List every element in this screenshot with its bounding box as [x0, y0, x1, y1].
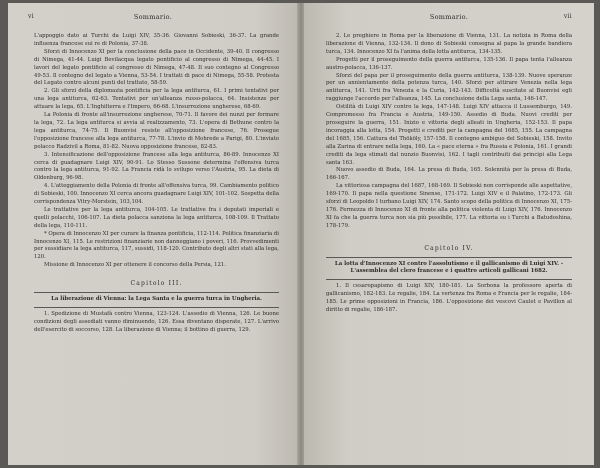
chapter-rule	[34, 307, 279, 308]
right-page	[304, 3, 594, 465]
left-paragraph: La Polonia di fronte all'insurrezione ungherese, 70-71. Il favore dei nunzi per formare la lega, 72. La lega antiturca si avvia al realizzamento, 73. L'opera di Bethune contro la lega antiturca, 74-75. Il Buonvisi resiste all'opposizione francese, 76. Prosegue l'opposizione francese alla lega antiturca, 77-78. L'invio di Mohrede a Parigi, 80. L'inviato polacco Radzivil a Roma, 81-82. Nuova opposizione francese, 82-83.	[34, 112, 279, 150]
left-chapter-title: La liberazione di Vienna: la Lega Santa e la guerra turca in Ungheria.	[51, 296, 262, 303]
chapter-rule	[326, 279, 572, 280]
right-page-number: vii	[563, 13, 572, 20]
left-paragraph: Sforzi di Innocenzo XI per la conclusione della pace in Occidente, 39-40. Il congresso di Nimega, 41-44. Luigi Bevilacqua legato pontificio al congresso di Nimega, 44-45. I lavori del legato pontificio al congresso di Nimega, 47-48. Il suo contegno al Congresso 49-53. Il contegno del legato a Vienna, 53-54. I trattati di pace di Nimega, 55-58. Protesta del Legato contro alcuni punti del trattato, 58-59.	[34, 48, 279, 87]
left-page-number: vi	[28, 13, 34, 20]
left-page	[8, 3, 298, 465]
right-chapter-label: Capitolo IV.	[424, 244, 474, 252]
left-paragraph: L'appoggio dato ai Turchi da Luigi XIV, 35-36. Giovanni Sobieski, 36-37. La grande influenza francese sui re di Polonia, 37-38.	[34, 33, 279, 47]
left-paragraph: 3. Intensificazione dell'opposizione francese alla lega antiturca, 86-89. Innocenzo XI cerca di guadagnare Luigi XIV, 90-91. Lo Stesso Sussone determina l'offensiva turca contro la lega antiturca, 91-92. La Francia ridà lo svilupo verso l'Austria, 95. La dieta di Oldenburg, 96-98.	[34, 151, 279, 182]
right-running-title: Sommario.	[429, 13, 469, 21]
left-chapter-label: Capitolo III.	[130, 280, 183, 288]
right-paragraph: Ostilità di Luigi XIV contro la lega, 147-148. Luigi XIV attacca il Lussemburgo, 149. Compromesso fra Francia e Austria, 149-150. Assedio di Buda. Nuovi crediti per proseguire la guerra, 151. Inizio e vittoria degli alleati in Ungheria, 152-153. Il papa incoraggia alla lotta, 154. Progetti e crediti per la campagna del 1685, 155. La campagna del 1685, 156. Cattura del Thököly, 157-158. Il contegno ambiguo del Sobieski, 158. Invito alla Zarina di entrare nella lega, 160. La « pace eterna » fra Russia e Polonia, 161. I grandi crediti da lega stimati dal nunzio Buonvisi, 162. I tagli contribuiti dai principi alla Lega santa 163.	[326, 104, 572, 166]
right-paragraph: Sforzi del papa per il proseguimento della guerra antiturca, 138-139. Nuove speranze per un annientamento della potenza turca, 140. Sforzi per attirare Venezia nella lega antiturca, 141. Urti fra Venezia e la Curia, 142-143. Difficoltà suscitate al Buonvisi egli raggiunge l'accordo per l'alleanza, 145. La conclusione della Lega santa, 146-147.	[326, 72, 572, 103]
left-paragraph: 2. Gli sforzi della diplomazia pontificia per la lega antiturca, 61. I primi tentativi per una lega antiturca, 62-63. Tentativi per un'alleanza russo-polacca, 64. Insistenze per attuare la lega, 65. L'Inghilterra e l'Impero, 66-68. L'insurrezione ungherese, 68-69.	[34, 88, 279, 111]
chapter-rule	[326, 257, 572, 258]
left-running-title: Sommario.	[133, 13, 173, 21]
left-paragraph: Missione di Innocenzo XI per ottenere il concorso della Persia, 121.	[44, 262, 226, 269]
left-page-body	[34, 33, 279, 335]
right-paragraph: Nuovo assedio di Buda, 164. La presa di Buda, 165. Solennità per la presa di Buda, 166-167.	[326, 167, 572, 182]
book-spread	[8, 3, 594, 465]
right-chapter-paragraph: 1. Il cesaropapismo di Luigi XIV, 180-181. La Sorbona la professore aperta di gallicanismo, 182-183. Le regalie, 184. La vertenza fra Roma e Francia per le regalie, 184-185. Le prime opposizioni in Francia, 186. L'opposizione dei vescovi Caulet e Pavillon al diritto di regalie, 186-187.	[326, 283, 572, 314]
left-paragraph: Le trattative per la lega antiturca, 104-105. Le trattative fra i deputati imperiali e quelli polacchi, 106-107. La dieta polacca sanziona la lega antiturca, 108-109. Il Trattato della lega, 110-111.	[34, 206, 279, 229]
left-paragraph: 4. L'atteggiamento della Polonia di fronte all'offensiva turca, 99. Cambiamento politico di Sobieski, 100. Innocenzo XI cerca ancora guadagnare Luigi XIV, 101-102. Sospetta della corrispondenza Vitry-Morstein, 103,104.	[34, 183, 279, 206]
right-page-body	[326, 33, 572, 315]
left-paragraph: * Opera di Innocenzo XI per curare la finanza pontificia, 112-114. Politica finanziaria di Innocenzo XI, 115. Le restrizioni finanziarie non danneggiano i poveri, 116. Provvedimenti per sussidiare la lega antiturca, 117, sussidi, 118-120. Contributo degli altri stati alla lega, 120.	[34, 230, 279, 261]
left-chapter-paragraph: 1. Spedizione di Mustafà contro Vienna, 123-124. L'assedio di Vienna, 126. Le buone condizioni degli assediati vanno diminuendo, 126. Essa diventano disperate, 127. L'arrivo dell'esercito di soccorso, 128. La liberazione di Vienna; il bottino di guerra, 129.	[34, 311, 279, 333]
right-chapter-title: La lotta d'Innocenzo XI contro l'assolutismo e il gallicanismo di Luigi XIV. - L'assemblea del clero francese e i quattro articoli gallicani 1682.	[334, 260, 564, 275]
right-paragraph: La vittoriosa campagna del 1687, 168-169. Il Sobieski non corrisponde alle aspettative, 169-170. Il papa nella questione Sinense, 171-172. Luigi XIV e il Palatino, 172-173. Gli sforzi di Leopoldo I turbano Luigi XIV, 174. Santo scopo della politica di Innocenzo XI, 175-176. Fermezza di Innocenzo XI di fronte alla politica violenta di Luigi XIV, 176. Innocenzo XI fa che la guerra turca non sia più possibile, 177. La vittoria su i Turchi a Batudoshina, 178-179.	[326, 183, 572, 229]
left-running-head	[8, 13, 298, 23]
right-paragraph: 2. Le preghiere in Roma per la liberazione di Vienna, 131. La notizia in Roma della liberazione di Vienna, 132-134. Il dono di Sobieski consegna al papa la grande bandiera turca, 134. Innocenzo XI fa l'anima della lotta antiturca, 134-135.	[326, 33, 572, 55]
chapter-rule	[34, 292, 279, 293]
right-paragraph: Progetti per il proseguimento della guerra antiturca, 135-136. Il papa tenta l'alleanza austro-polacca, 136-137.	[326, 56, 572, 71]
right-running-head	[304, 13, 594, 23]
